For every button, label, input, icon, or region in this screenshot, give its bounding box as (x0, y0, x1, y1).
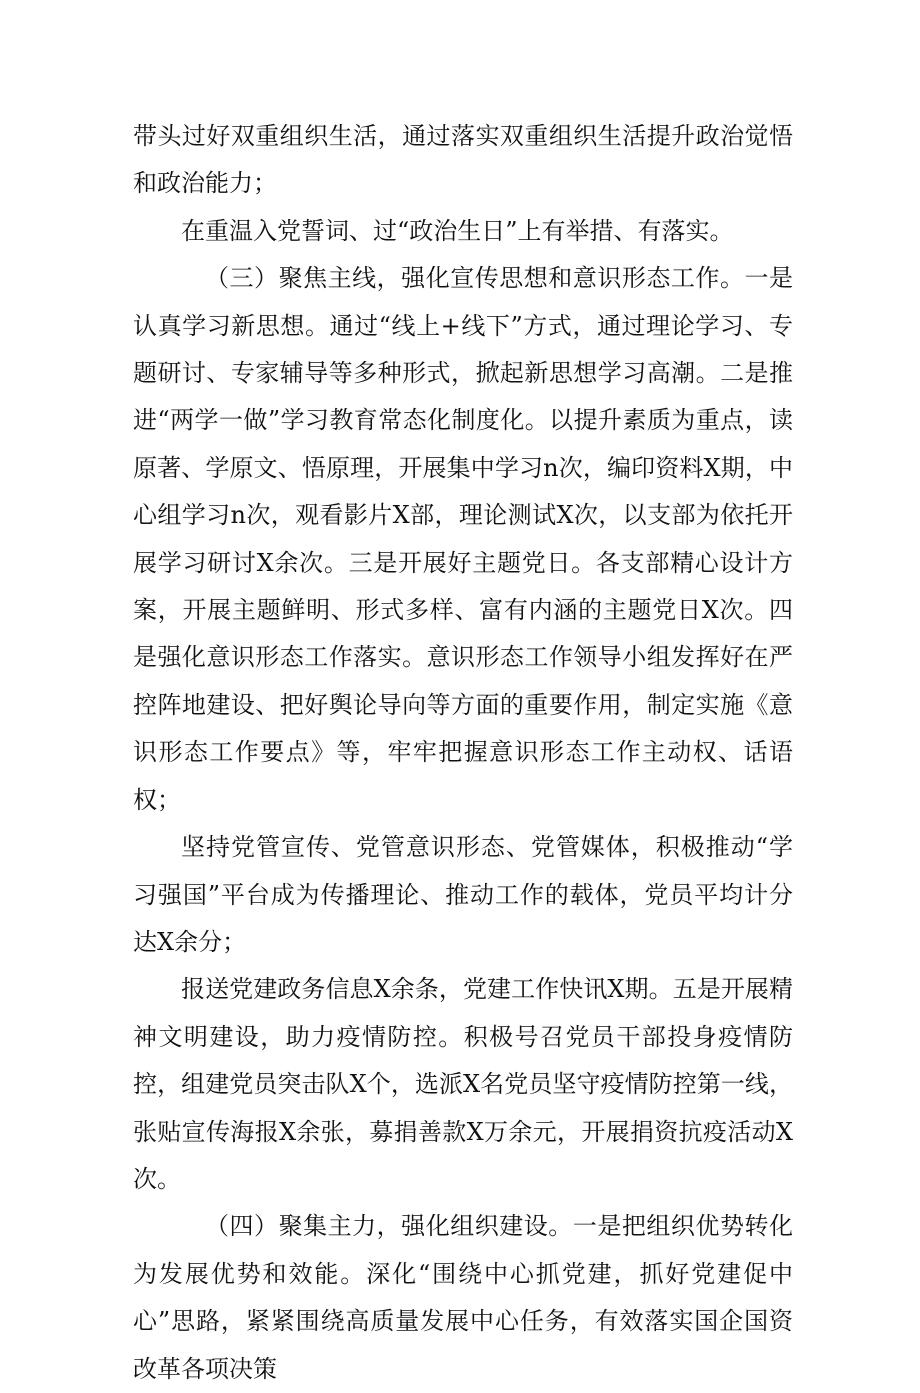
paragraph-3-section-three: （三）聚焦主线，强化宣传思想和意识形态工作。一是认真学习新思想。通过“线上+线下”方式，通过理论学习、专题研讨、专家辅导等多种形式，掀起新思想学习高潮。二是推进“两学一做”学习教育常态化制度化。以提升素质为重点，读原著、学原文、悟原理，开展集中学习n次，编印资料X期，中心组学习n次，观看影片X部，理论测试X次，以支部为依托开展学习研讨X余次。三是开展好主题党日。各支部精心设计方案，开展主题鲜明、形式多样、富有内涵的主题党日X次。四是强化意识形态工作落实。意识形态工作领导小组发挥好在严控阵地建设、把好舆论导向等方面的重要作用，制定实施《意识形态工作要点》等，牢牢把握意识形态工作主动权、话语权； (133, 264, 793, 814)
paragraph-2: 在重温入党誓词、过“政治生日”上有举措、有落实。 (181, 216, 734, 245)
paragraph-1: 带头过好双重组织生活，通过落实双重组织生活提升政治觉悟和政治能力； (133, 122, 793, 198)
paragraph-5: 报送党建政务信息X余条，党建工作快讯X期。五是开展精神文明建设，助力疫情防控。积极号召党员干部投身疫情防控，组建党员突击队X个，选派X名党员坚守疫情防控第一线，张贴宣传海报X余张，募捐善款X万余元，开展捐资抗疫活动X次。 (133, 975, 793, 1193)
document-body (133, 113, 793, 1393)
paragraph-4: 坚持党管宣传、党管意识形态、党管媒体，积极推动“学习强国”平台成为传播理论、推动工作的载体，党员平均计分达X余分； (133, 833, 793, 956)
paragraph-6-section-four: （四）聚集主力，强化组织建设。一是把组织优势转化为发展优势和效能。深化“围绕中心抓党建，抓好党建促中心”思路，紧紧围绕高质量发展中心任务，有效落实国企国资改革各项决策 (133, 1212, 793, 1383)
